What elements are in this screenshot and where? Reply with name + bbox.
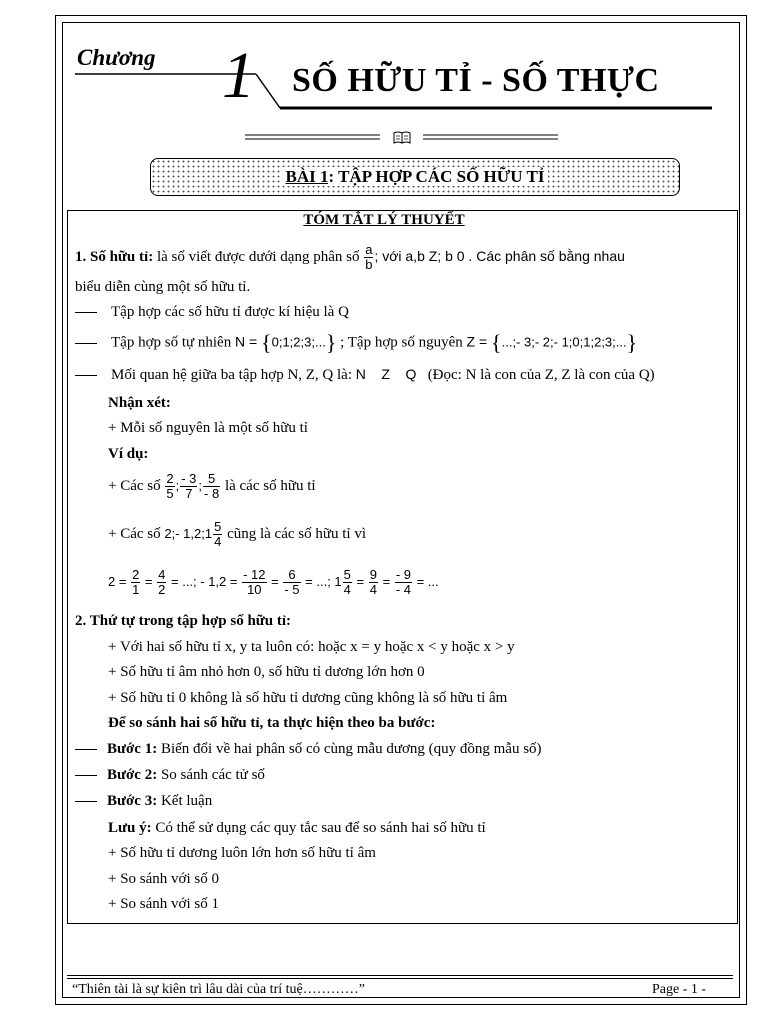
nhan-xet-label: Nhận xét: bbox=[108, 395, 171, 411]
lesson-title: BÀI 1: TẬP HỢP CÁC SỐ HỮU TỈ bbox=[282, 167, 549, 186]
example-2: + Các số 2;- 1,2;1 $\frac{5}{4}$ cũng là các số hữu tỉ vì bbox=[108, 519, 366, 549]
s2-line-1: + Với hai số hữu tỉ x, y ta luôn có: hoặc x = y hoặc x < y hoặc x > y bbox=[108, 639, 515, 655]
s2-line-3: + Số hữu tỉ 0 không là số hữu tỉ dương cũng không là số hữu tỉ âm bbox=[108, 690, 508, 706]
page-number: Page - 1 - bbox=[652, 982, 707, 997]
s2-heading: 2. Thứ tự trong tập hợp số hữu tỉ: bbox=[75, 613, 292, 629]
s2-line-2: + Số hữu tỉ âm nhỏ hơn 0, số hữu tỉ dương lớn hơn 0 bbox=[108, 664, 425, 680]
nhan-xet-1: + Mỗi số nguyên là một số hữu tỉ bbox=[108, 420, 308, 436]
s2-line-4: Để so sánh hai số hữu tỉ, ta thực hiện theo ba bước: bbox=[108, 715, 436, 731]
s1-definition: 1. Số hữu tỉ: là số viết được dưới dạng phân số $\frac{a}{b}$ ; với a,b Z; b 0 . Các phân số bằng nhau bbox=[75, 242, 625, 273]
s1-bullet2: Tập hợp số tự nhiên N = {0;1;2;3;...} ; Tập hợp số nguyên Z = {...;- 3;- 2;- 1;0;1;2;3;...} bbox=[75, 330, 637, 356]
footer-rule-2 bbox=[67, 978, 733, 979]
rule-2: + So sánh với số 0 bbox=[108, 871, 219, 887]
vi-du-label: Ví dụ: bbox=[108, 446, 149, 462]
step-2: Bước 2: So sánh các tử số bbox=[75, 767, 265, 784]
s1-bullet3: Mối quan hệ giữa ba tập hợp N, Z, Q là: N Z Q (Đọc: N là con của Z, Z là con của Q) bbox=[75, 366, 655, 384]
footer-quote: “Thiên tài là sự kiên trì lâu dài của trí tuệ…………” bbox=[72, 982, 365, 997]
chapter-word: Chương bbox=[77, 45, 156, 70]
book-icon bbox=[392, 130, 412, 145]
step-3: Bước 3: Kết luận bbox=[75, 793, 212, 810]
step-1: Bước 1: Biến đổi về hai phân số có cùng mẫu dương (quy đồng mẫu số) bbox=[75, 741, 542, 758]
rule-1: + Số hữu tỉ dương luôn lớn hơn số hữu tỉ âm bbox=[108, 845, 376, 861]
summary-heading: TÓM TẮT LÝ THUYẾT bbox=[303, 212, 465, 228]
chapter-title: SỐ HỮU TỈ - SỐ THỰC bbox=[292, 62, 660, 99]
example-equations: 2 = $\frac{2}{1}$ = $\frac{4}{2}$ = ...; - 1,2 = $\frac{- 12}{10}$ = $\frac{6}{- 5}$ = ...; 1 $\frac{5}{4}$ = $\frac{9}{4}$ = $\frac{- 9}{- 4}$ = ... bbox=[108, 567, 439, 597]
s1-bullet1: Tập hợp các số hữu tỉ được kí hiệu là Q bbox=[75, 304, 349, 321]
rule-3: + So sánh với số 1 bbox=[108, 896, 219, 912]
lesson-title-box bbox=[150, 158, 680, 196]
example-1: + Các số $\frac{2}{5}$ ; $\frac{- 3}{7}$ ; $\frac{5}{- 8}$ là các số hữu tỉ bbox=[108, 471, 316, 501]
s1-definition-cont: biểu diễn cùng một số hữu tỉ. bbox=[75, 279, 251, 295]
footer-rule-1 bbox=[67, 975, 733, 976]
chapter-number: 1 bbox=[222, 39, 255, 112]
luu-y: Lưu ý: Có thể sử dụng các quy tắc sau để so sánh hai số hữu tỉ bbox=[108, 820, 486, 836]
